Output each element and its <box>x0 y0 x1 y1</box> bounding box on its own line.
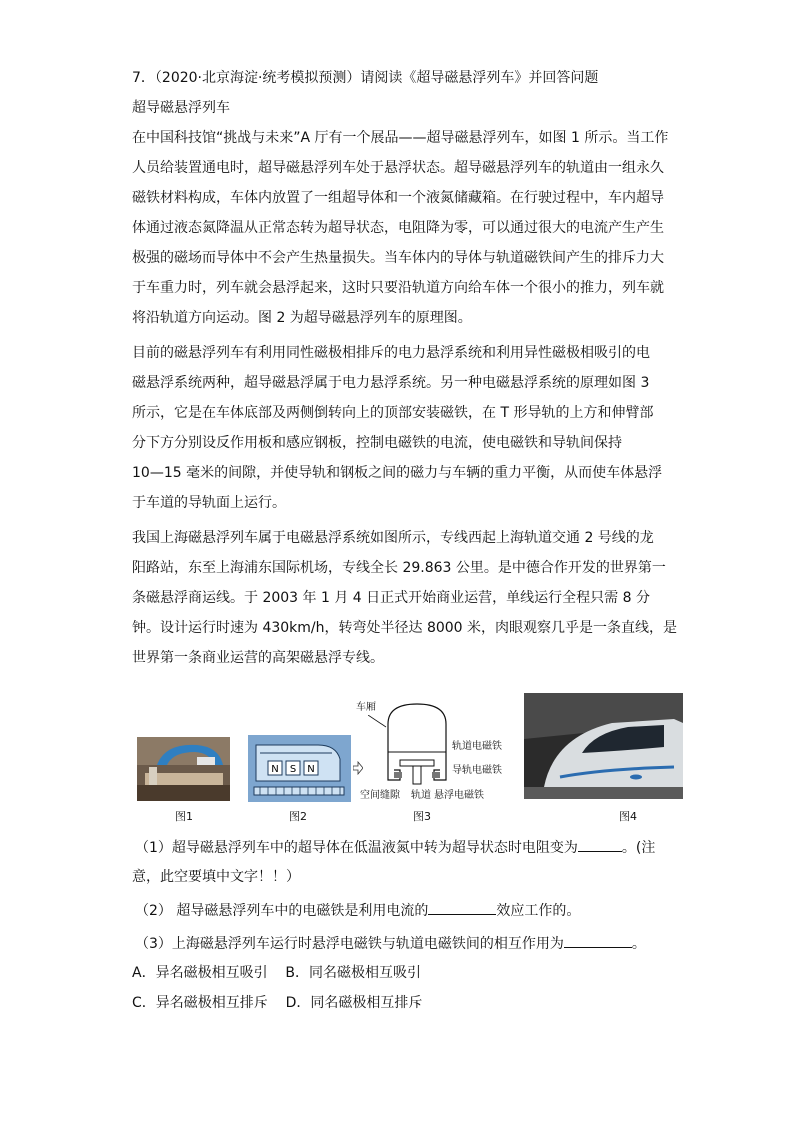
options-row-ab[interactable]: A．异名磁极相互吸引 B．同名磁极相互吸引 <box>132 965 421 981</box>
paragraph3-line: 世界第一条商业运营的高架磁悬浮专线。 <box>132 650 384 666</box>
paragraph3-line: 条磁悬浮商运线。于 2003 年 1 月 4 日正式开始商业运营，单线运行全程只需 8 分 <box>132 590 650 606</box>
figure2-diagram <box>248 735 351 802</box>
figure2-caption: 图2 <box>289 810 307 823</box>
magnet-label: N <box>271 764 279 775</box>
paragraph2-line: 磁悬浮系统两种，超导磁悬浮属于电力悬浮系统。另一种电磁悬浮系统的原理如图 3 <box>132 375 650 391</box>
q2-answer-blank[interactable] <box>428 900 496 915</box>
figure1-photo <box>137 737 230 801</box>
paragraph2-line: 于车道的导轨面上运行。 <box>132 495 286 511</box>
passage-title: 超导磁悬浮列车 <box>132 100 230 116</box>
q2-text-end: 效应工作的。 <box>496 903 581 919</box>
sub-question-3 <box>135 933 646 954</box>
fig3-label-track: 轨道 <box>411 790 431 801</box>
paragraph3-line: 钟。设计运行时速为 430km/h，转弯处半径达 8000 米，肉眼观察几乎是一条直线，是 <box>132 620 678 636</box>
paragraph1-line: 体通过液态氮降温从正常态转为超导状态，电阻降为零，可以通过很大的电流产生产生 <box>132 220 664 236</box>
fig3-label-levitation-electromagnet: 悬浮电磁铁 <box>434 790 484 801</box>
q1-text-end: 。(注 <box>621 840 656 856</box>
figure3-diagram <box>380 700 454 786</box>
q3-answer-blank[interactable] <box>564 933 632 948</box>
sub-question-2 <box>135 900 580 921</box>
q3-text: （3）上海磁悬浮列车运行时悬浮电磁铁与轨道电磁铁间的相互作用为 <box>135 936 564 952</box>
paragraph2-line: 所示，它是在车体底部及两侧倒转向上的顶部安装磁铁，在 T 形导轨的上方和伸臂部 <box>132 405 654 421</box>
options-row-cd[interactable]: C．异名磁极相互排斥 D．同名磁极相互排斥 <box>132 995 423 1011</box>
paragraph1-line: 在中国科技馆“挑战与未来”A 厅有一个展品——超导磁悬浮列车，如图 1 所示。当工作 <box>132 130 669 146</box>
sub-question-1-note: 意，此空要填中文字！！） <box>132 869 300 885</box>
magnet-label: N <box>307 764 315 775</box>
paragraph1-line: 极强的磁场而导体中不会产生热量损失。当车体内的导体与轨道磁铁间产生的排斥力大 <box>132 250 664 266</box>
figure4-caption: 图4 <box>619 810 637 823</box>
paragraph2-line: 分下方分别设反作用板和感应钢板，控制电磁铁的电流，使电磁铁和导轨间保持 <box>132 435 622 451</box>
q1-answer-blank[interactable] <box>578 837 622 852</box>
paragraph2-line: 10—15 毫米的间隙，并使导轨和钢板之间的磁力与车辆的重力平衡，从而使车体悬浮 <box>132 465 663 481</box>
fig3-label-car-body: 车厢 <box>356 702 376 713</box>
question-header: 7．（2020·北京海淀·统考模拟预测）请阅读《超导磁悬浮列车》并回答问题 <box>132 70 599 86</box>
figure4-photo <box>524 693 683 799</box>
paragraph1-line: 磁铁材料构成，车体内放置了一组超导体和一个液氮储藏箱。在行驶过程中，车内超导 <box>132 190 664 206</box>
paragraph1-line: 将沿轨道方向运动。图 2 为超导磁悬浮列车的原理图。 <box>132 310 472 326</box>
fig3-label-air-gap: 空间缝隙 <box>360 790 400 801</box>
q3-text-end: 。 <box>631 936 646 952</box>
sub-question-1 <box>135 837 655 858</box>
paragraph2-line: 目前的磁悬浮列车有利用同性磁极相排斥的电力悬浮系统和利用异性磁极相吸引的电 <box>132 345 650 361</box>
arrow-right-icon <box>353 760 363 774</box>
paragraph1-line: 于车重力时，列车就会悬浮起来，这时只要沿轨道方向给车体一个很小的推力，列车就 <box>132 280 664 296</box>
paragraph3-line: 阳路站，东至上海浦东国际机场，专线全长 29.863 公里。是中德合作开发的世界第一 <box>132 560 666 576</box>
leader-line <box>368 714 388 728</box>
paragraph1-line: 人员给装置通电时，超导磁悬浮列车处于悬浮状态。超导磁悬浮列车的轨道由一组永久 <box>132 160 664 176</box>
q2-text: （2） 超导磁悬浮列车中的电磁铁是利用电流的 <box>135 903 429 919</box>
q1-text: （1）超导磁悬浮列车中的超导体在低温液氮中转为超导状态时电阻变为 <box>135 840 578 856</box>
fig3-label-track-electromagnet: 轨道电磁铁 <box>452 741 502 752</box>
paragraph3-line: 我国上海磁悬浮列车属于电磁悬浮系统如图所示，专线西起上海轨道交通 2 号线的龙 <box>132 530 654 546</box>
figure1-caption: 图1 <box>175 810 193 823</box>
magnet-label: S <box>289 764 297 775</box>
figure3-caption: 图3 <box>413 810 431 823</box>
fig3-label-guide-electromagnet: 导轨电磁铁 <box>452 765 502 776</box>
